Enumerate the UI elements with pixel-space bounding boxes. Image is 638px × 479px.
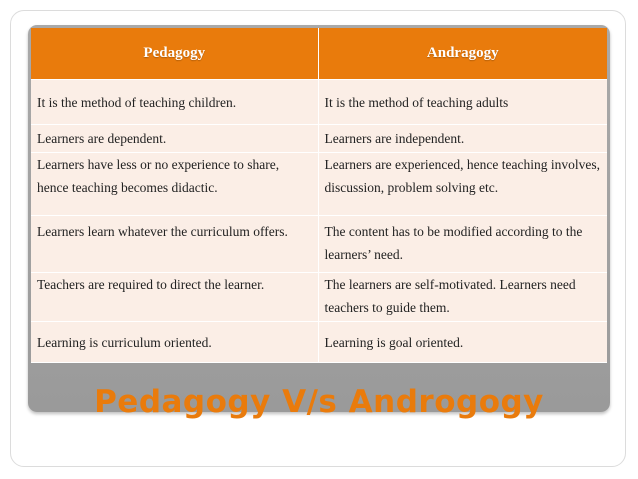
comparison-table-container <box>31 28 607 363</box>
table-cell-pedagogy: Learners learn whatever the curriculum offers. <box>31 216 318 273</box>
table-cell-pedagogy: Learners have less or no experience to share, hence teaching becomes didactic. <box>31 153 318 216</box>
slide-title: Pedagogy V/s Androgogy <box>94 384 544 420</box>
table-row <box>31 216 607 273</box>
table-header-row <box>31 28 607 80</box>
table-cell-andragogy: Learners are experienced, hence teaching involves, discussion, problem solving etc. <box>318 153 607 216</box>
table-cell-andragogy: Learning is goal oriented. <box>318 322 607 363</box>
table-cell-andragogy: It is the method of teaching adults <box>318 80 607 125</box>
table-cell-pedagogy: Learning is curriculum oriented. <box>31 322 318 363</box>
header-pedagogy: Pedagogy <box>31 28 318 80</box>
table-row <box>31 125 607 153</box>
table-cell-pedagogy: It is the method of teaching children. <box>31 80 318 125</box>
header-andragogy: Andragogy <box>318 28 607 80</box>
table-row <box>31 80 607 125</box>
comparison-table <box>31 28 607 363</box>
table-row <box>31 153 607 216</box>
table-row <box>31 273 607 322</box>
table-cell-pedagogy: Teachers are required to direct the learner. <box>31 273 318 322</box>
table-cell-pedagogy: Learners are dependent. <box>31 125 318 153</box>
table-row <box>31 322 607 363</box>
table-cell-andragogy: Learners are independent. <box>318 125 607 153</box>
table-cell-andragogy: The content has to be modified according to the learners’ need. <box>318 216 607 273</box>
table-cell-andragogy: The learners are self-motivated. Learners need teachers to guide them. <box>318 273 607 322</box>
